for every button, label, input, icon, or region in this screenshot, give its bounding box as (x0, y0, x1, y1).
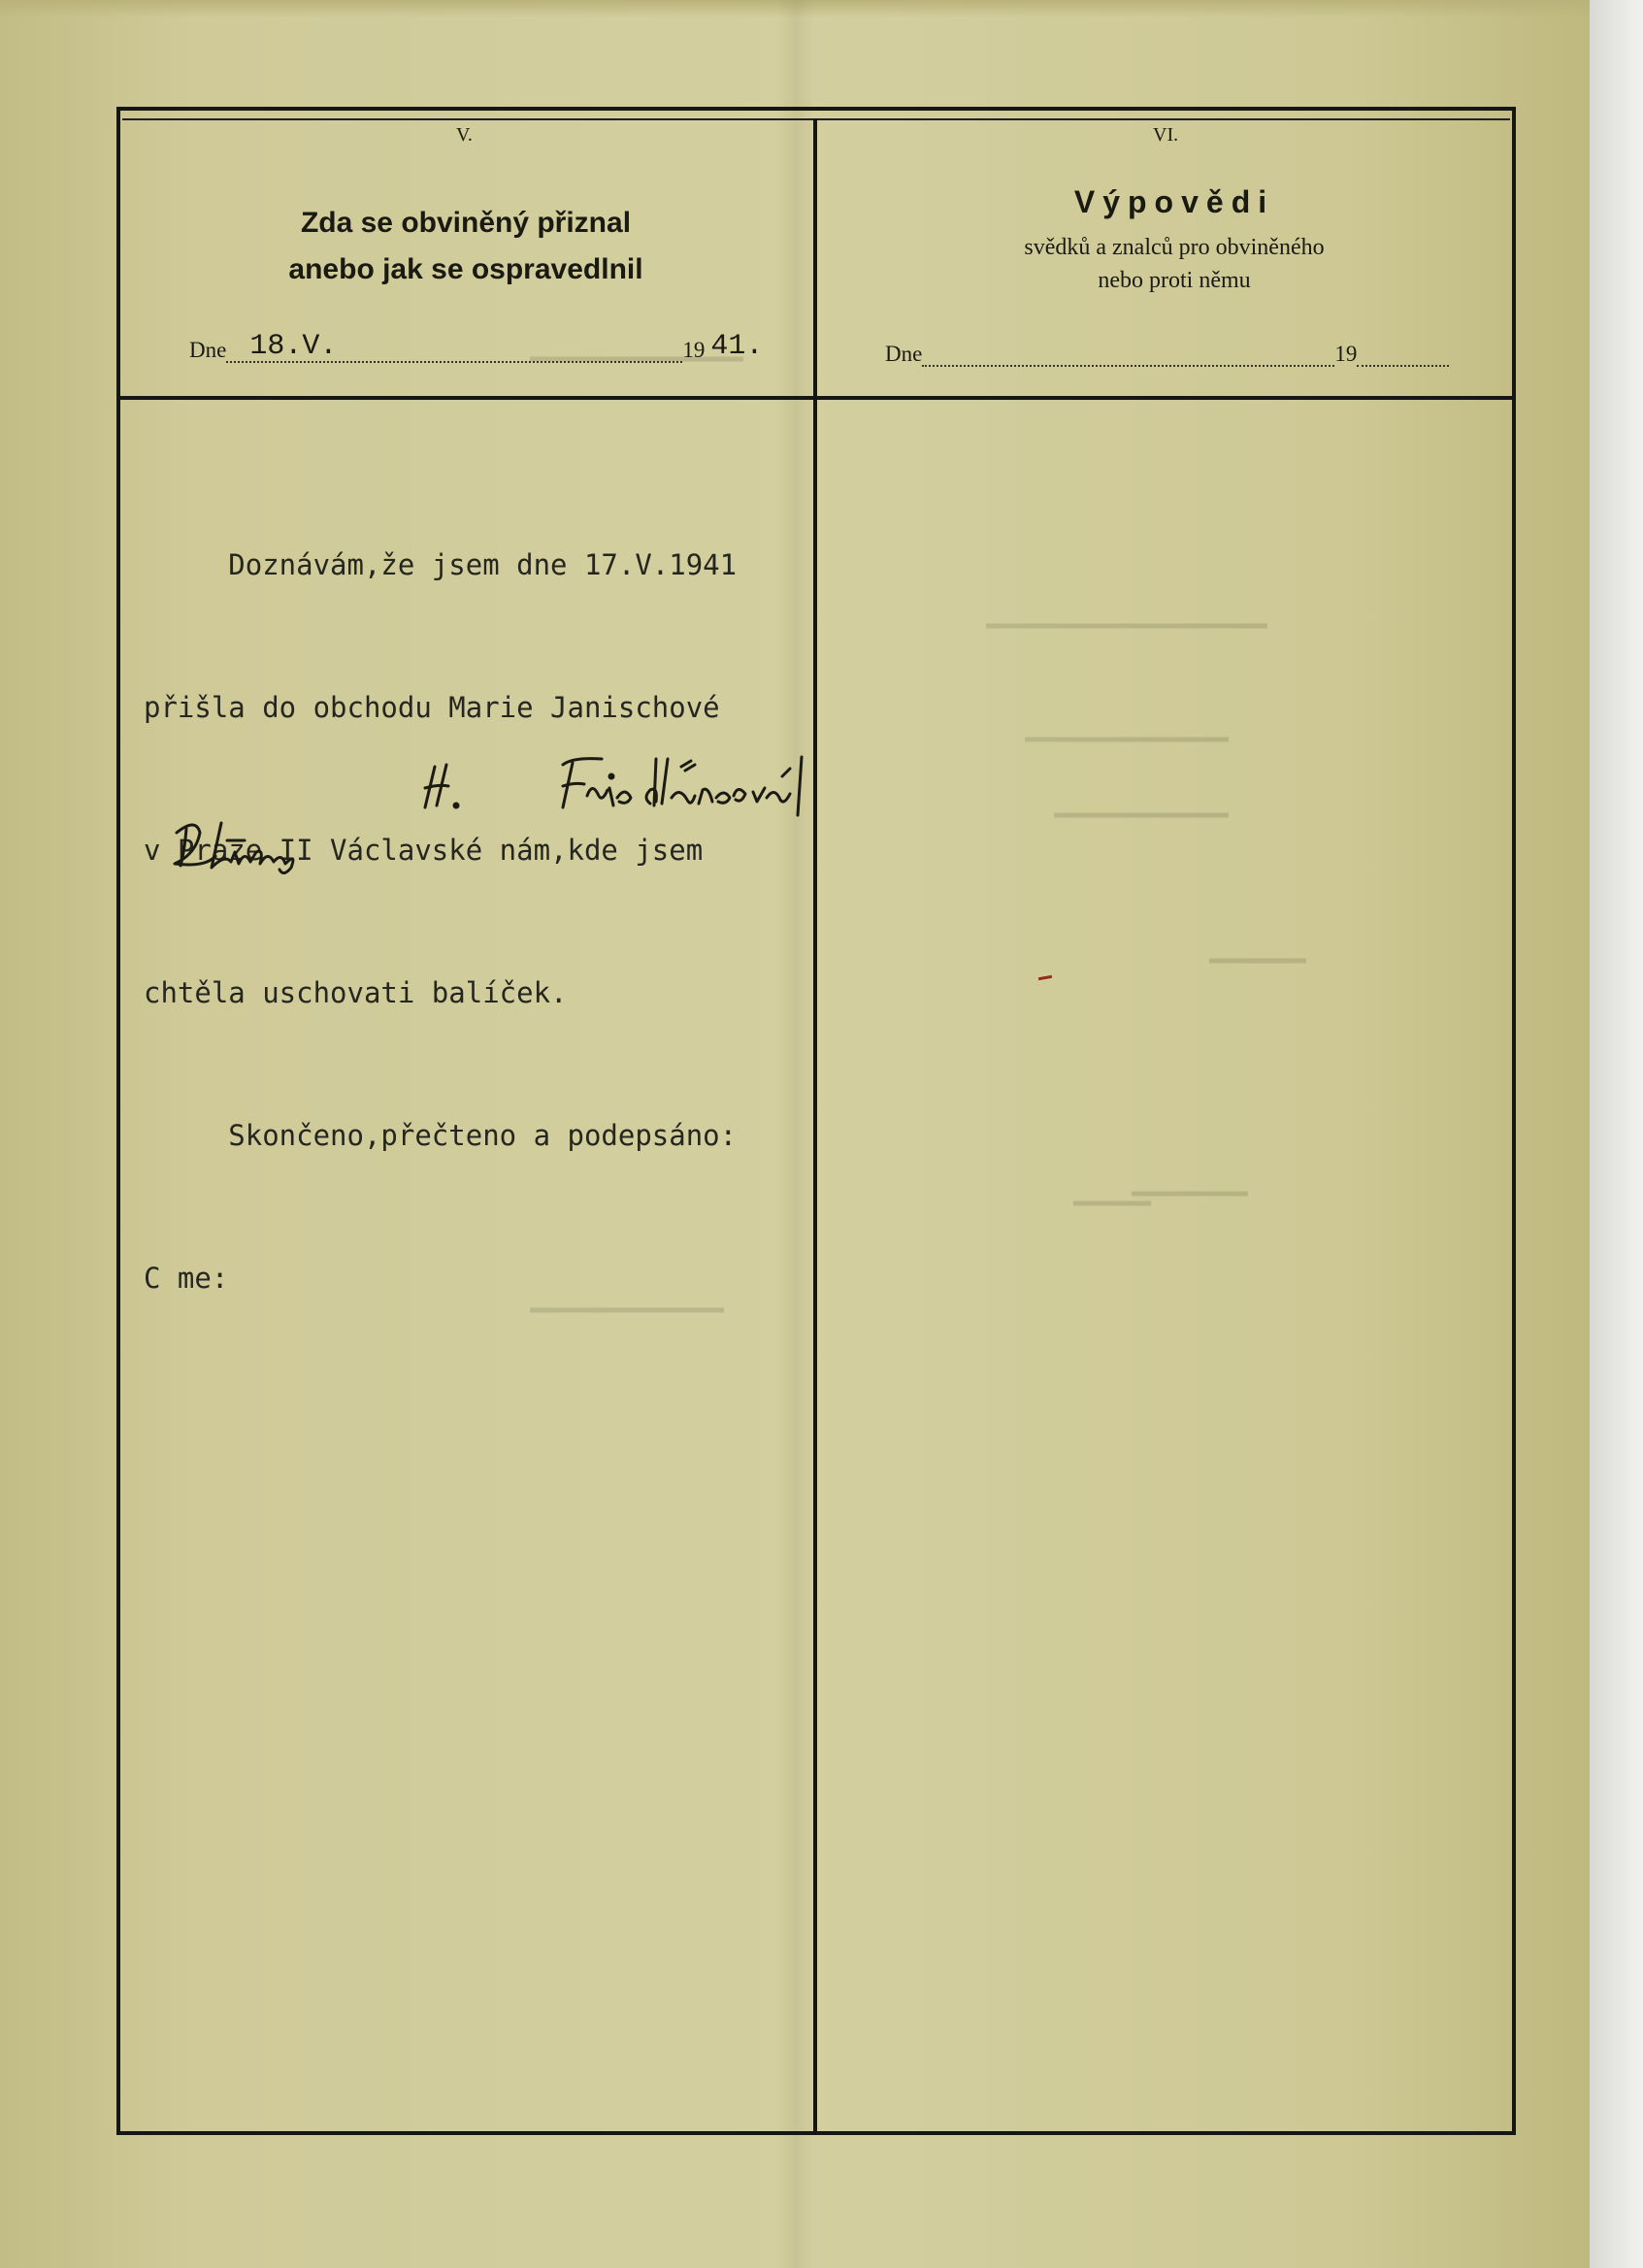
right-subtitle-line2: nebo proti němu (1098, 268, 1251, 293)
column-divider (813, 118, 817, 2135)
right-date-line (885, 342, 1449, 367)
scan-background-edge (1590, 0, 1643, 2268)
left-year-value: 41. (710, 330, 764, 363)
left-date-field (226, 330, 682, 363)
left-date-line (189, 330, 763, 363)
left-date-label: Dne (189, 338, 227, 362)
left-column-title (218, 200, 713, 293)
accused-signature (417, 747, 825, 825)
statement-line: C me: (144, 1262, 229, 1295)
left-date-value: 18.V. (249, 330, 338, 363)
official-signature (167, 813, 332, 881)
statement-line: Skončeno,přečteno a podepsáno: (144, 1119, 738, 1152)
statement-line: přišla do obchodu Marie Janischové (144, 691, 720, 724)
column-number-left: V. (456, 124, 473, 146)
left-title-line1: Zda se obviněný přiznal (300, 207, 632, 239)
right-date-field (922, 365, 1334, 367)
right-year-prefix: 19 (1334, 342, 1358, 366)
right-column-subtitle (932, 231, 1417, 297)
left-title-line2: anebo jak se ospravedlnil (288, 253, 643, 285)
statement-line: Doznávám,že jsem dne 17.V.1941 (144, 548, 738, 581)
column-number-right: VI. (1153, 124, 1179, 146)
right-year-field (1357, 365, 1449, 367)
right-column-title: Výpovědi (1073, 184, 1275, 219)
statement-line: v Praze II Václavské nám,kde jsem (144, 834, 704, 867)
statement-line: chtěla uschovati balíček. (144, 976, 568, 1009)
right-date-label: Dne (885, 342, 923, 366)
left-year-prefix: 19 (682, 338, 706, 362)
right-subtitle-line1: svědků a znalců pro obviněného (1024, 235, 1325, 260)
typed-statement (144, 446, 737, 1350)
